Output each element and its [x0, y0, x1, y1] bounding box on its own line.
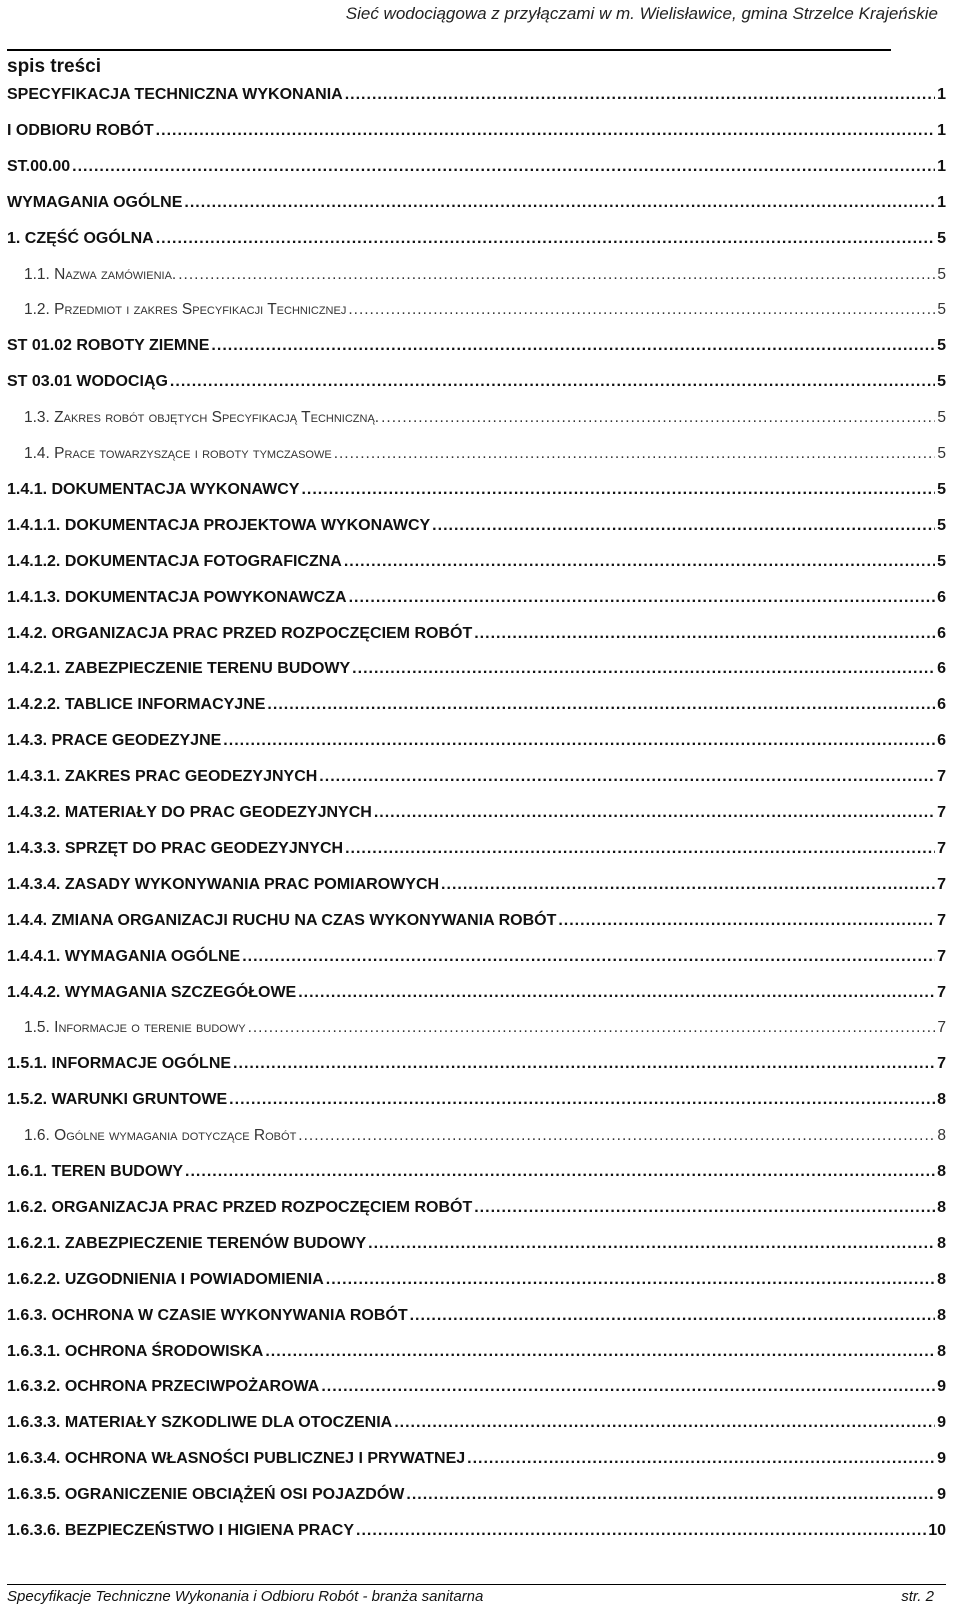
toc-entry-title: 1.6.3.1. OCHRONA ŚRODOWISKA — [7, 1342, 264, 1360]
toc-row — [0, 553, 960, 577]
toc-entry-link[interactable] — [7, 732, 946, 750]
toc-entry-page: 6 — [937, 732, 946, 750]
toc-entry-link[interactable] — [7, 373, 946, 391]
toc-dot-leader — [394, 1414, 935, 1432]
toc-entry-page: 7 — [937, 804, 946, 821]
toc-row — [0, 86, 960, 110]
toc-entry-page: 8 — [937, 1163, 946, 1180]
toc-dot-leader — [345, 86, 935, 104]
toc-entry-page: 7 — [937, 875, 946, 893]
toc-entry-page: 5 — [937, 445, 946, 462]
toc-dot-leader — [410, 1307, 935, 1325]
toc-dot-leader — [170, 373, 935, 391]
toc-dot-leader — [298, 1127, 935, 1145]
toc-entry-title: 1.6. Ogólne wymagania dotyczące Robót — [24, 1127, 297, 1145]
running-header: Sieć wodociągowa z przyłączami w m. Wielisławice, gmina Strzelce Krajeńskie — [345, 4, 938, 23]
toc-row — [0, 660, 960, 684]
toc-dot-leader — [156, 122, 935, 140]
toc-dot-leader — [298, 984, 935, 1002]
toc-dot-leader — [352, 660, 935, 678]
toc-dot-leader — [267, 696, 935, 714]
toc-entry-link[interactable] — [7, 948, 946, 966]
toc-entry-link[interactable] — [7, 1343, 946, 1361]
toc-entry-page: 1 — [937, 86, 946, 103]
toc-row — [0, 1450, 960, 1474]
toc-entry-title: 1.4.4.2. WYMAGANIA SZCZEGÓŁOWE — [7, 983, 297, 1001]
toc-entry-title: 1.6.2. ORGANIZACJA PRAC PRZED ROZPOCZĘCIEM ROBÓT — [7, 1198, 473, 1216]
toc-entry-link[interactable] — [7, 1414, 946, 1432]
toc-entry-page: 9 — [937, 1450, 946, 1468]
toc-row — [0, 1271, 960, 1295]
toc-row — [0, 1055, 960, 1079]
toc-row — [0, 158, 960, 182]
toc-row — [0, 409, 960, 433]
toc-entry-link[interactable] — [7, 481, 946, 499]
toc-row — [0, 1378, 960, 1402]
toc-entry-title: 1.4.1.3. DOKUMENTACJA POWYKONAWCZA — [7, 588, 347, 606]
toc-row — [0, 625, 960, 649]
toc-entry-link[interactable] — [7, 1091, 946, 1109]
toc-row — [0, 1235, 960, 1259]
toc-dot-leader — [211, 337, 935, 355]
toc-entry-link[interactable] — [7, 840, 946, 858]
toc-row — [0, 373, 960, 397]
toc-dot-leader — [467, 1450, 935, 1468]
toc-row — [0, 1199, 960, 1223]
footer-page-number: str. 2 — [901, 1588, 934, 1605]
toc-entry-link[interactable] — [7, 912, 946, 930]
toc-entry-title: 1.4.3.2. MATERIAŁY DO PRAC GEODEZYJNYCH — [7, 804, 372, 821]
toc-entry-link[interactable] — [7, 1235, 946, 1253]
toc-entry-title: 1.6.3. OCHRONA W CZASIE WYKONYWANIA ROBÓT — [7, 1306, 408, 1324]
toc-entry-link[interactable] — [7, 804, 946, 822]
toc-dot-leader — [558, 912, 935, 930]
toc-entry-title: 1.4.1.2. DOKUMENTACJA FOTOGRAFICZNA — [7, 552, 342, 570]
toc-entry-link[interactable] — [7, 589, 946, 607]
toc-row — [0, 1127, 960, 1151]
toc-entry-title: 1.6.3.6. BEZPIECZEŃSTWO I HIGIENA PRACY — [7, 1522, 355, 1539]
toc-entry-link[interactable] — [7, 1522, 946, 1540]
toc-entry-page: 7 — [937, 1055, 946, 1073]
toc-entry-link[interactable] — [7, 86, 946, 104]
toc-entry-link[interactable] — [24, 409, 946, 427]
toc-entry-link[interactable] — [7, 876, 946, 894]
toc-entry-title: 1. CZĘŚĆ OGÓLNA — [7, 229, 154, 247]
toc-entry-link[interactable] — [7, 337, 946, 355]
toc-entry-page: 9 — [937, 1486, 946, 1504]
toc-row — [0, 912, 960, 936]
toc-entry-title: ST.00.00 — [7, 157, 71, 175]
toc-entry-page: 6 — [937, 588, 946, 606]
toc-dot-leader — [242, 948, 935, 966]
toc-entry-title: 1.6.3.3. MATERIAŁY SZKODLIWE DLA OTOCZENIA — [7, 1414, 393, 1432]
toc-entry-page: 5 — [937, 516, 946, 534]
toc-dot-leader — [156, 230, 935, 248]
toc-entry-title: 1.4.3.1. ZAKRES PRAC GEODEZYJNYCH — [7, 768, 318, 786]
toc-entry-page: 9 — [937, 1414, 946, 1432]
toc-dot-leader — [248, 1019, 936, 1037]
toc-row — [0, 1522, 960, 1546]
toc-entry-page: 5 — [937, 480, 946, 498]
footer-document-title: Specyfikacje Techniczne Wykonania i Odbioru Robót - branża sanitarna — [7, 1588, 484, 1605]
toc-entry-page: 8 — [937, 1091, 946, 1109]
toc-entry-page: 5 — [937, 265, 946, 283]
toc-entry-page: 8 — [937, 1234, 946, 1252]
toc-row — [0, 840, 960, 864]
toc-entry-link[interactable] — [24, 445, 946, 463]
toc-entry-title: 1.4.3.4. ZASADY WYKONYWANIA PRAC POMIAROWYCH — [7, 875, 440, 893]
toc-dot-leader — [265, 1343, 935, 1361]
toc-row — [0, 194, 960, 218]
toc-entry-link[interactable] — [7, 768, 946, 786]
toc-dot-leader — [356, 1522, 926, 1540]
toc-entry-link[interactable] — [7, 1378, 946, 1396]
toc-entry-page: 6 — [937, 624, 946, 642]
toc-dot-leader — [178, 266, 935, 284]
toc-entry-page: 5 — [937, 301, 946, 319]
toc-row — [0, 984, 960, 1008]
toc-dot-leader — [301, 481, 935, 499]
toc-entry-title: I ODBIORU ROBÓT — [7, 121, 154, 139]
toc-entry-link[interactable] — [24, 1019, 946, 1037]
toc-entry-page: 5 — [937, 229, 946, 247]
toc-entry-link[interactable] — [7, 122, 946, 140]
toc-entry-title: 1.3. Zakres robót objętych Specyfikacją Techniczną. — [24, 409, 380, 427]
toc-entry-link[interactable] — [7, 1450, 946, 1468]
toc-entry-page: 6 — [937, 660, 946, 678]
toc-entry-title: 1.4.4. ZMIANA ORGANIZACJI RUCHU NA CZAS WYKONYWANIA ROBÓT — [7, 911, 557, 929]
toc-heading: spis treści — [7, 56, 101, 77]
toc-entry-title: 1.6.2.2. UZGODNIENIA I POWIADOMIENIA — [7, 1270, 324, 1288]
toc-entry-title: WYMAGANIA OGÓLNE — [7, 193, 183, 211]
toc-entry-page: 7 — [937, 911, 946, 929]
toc-row — [0, 122, 960, 146]
toc-dot-leader — [345, 840, 935, 858]
toc-row — [0, 481, 960, 505]
toc-entry-title: 1.6.3.4. OCHRONA WŁASNOŚCI PUBLICZNEJ I PRYWATNEJ — [7, 1450, 466, 1468]
toc-dot-leader — [349, 589, 936, 607]
toc-entry-page: 7 — [937, 768, 946, 786]
toc-entry-link[interactable] — [7, 1199, 946, 1217]
toc-entry-page: 5 — [937, 373, 946, 391]
toc-dot-leader — [319, 768, 935, 786]
toc-row — [0, 1091, 960, 1115]
toc-dot-leader — [223, 732, 935, 750]
toc-dot-leader — [233, 1055, 935, 1073]
toc-row — [0, 230, 960, 254]
toc-entry-page: 1 — [937, 121, 946, 139]
toc-dot-leader — [229, 1091, 935, 1109]
toc-entry-page: 5 — [937, 552, 946, 570]
toc-row — [0, 517, 960, 541]
toc-entry-title: 1.4. Prace towarzyszące i roboty tymczasowe — [24, 445, 332, 462]
toc-entry-title: SPECYFIKACJA TECHNICZNA WYKONANIA — [7, 86, 343, 103]
toc-entry-link[interactable] — [7, 230, 946, 248]
toc-row — [0, 696, 960, 720]
toc-entry-page: 7 — [937, 839, 946, 857]
toc-row — [0, 589, 960, 613]
toc-entry-page: 8 — [937, 1342, 946, 1360]
toc-entry-page: 10 — [928, 1522, 946, 1539]
toc-row — [0, 266, 960, 290]
toc-entry-title: 1.4.2.2. TABLICE INFORMACYJNE — [7, 696, 266, 714]
toc-dot-leader — [432, 517, 935, 535]
toc-entry-page: 8 — [937, 1198, 946, 1216]
toc-entry-link[interactable] — [7, 553, 946, 571]
toc-entry-title: 1.6.2.1. ZABEZPIECZENIE TERENÓW BUDOWY — [7, 1234, 367, 1252]
toc-entry-link[interactable] — [7, 194, 946, 212]
toc-entry-page: 7 — [937, 947, 946, 965]
toc-entry-link[interactable] — [7, 1055, 946, 1073]
toc-entry-title: 1.5.2. WARUNKI GRUNTOWE — [7, 1091, 228, 1109]
header-divider — [7, 49, 891, 51]
toc-entry-link[interactable] — [24, 1127, 946, 1145]
toc-dot-leader — [474, 1199, 935, 1217]
toc-row — [0, 804, 960, 828]
toc-entry-link[interactable] — [7, 660, 946, 678]
toc-dot-leader — [406, 1486, 935, 1504]
toc-row — [0, 1019, 960, 1043]
toc-dot-leader — [368, 1235, 935, 1253]
toc-entry-page: 5 — [937, 337, 946, 355]
toc-entry-title: 1.1. Nazwa zamówienia. — [24, 265, 177, 283]
toc-dot-leader — [185, 1163, 935, 1181]
toc-dot-leader — [441, 876, 935, 894]
toc-dot-leader — [321, 1378, 935, 1396]
toc-entry-title: 1.6.3.5. OGRANICZENIE OBCIĄŻEŃ OSI POJAZDÓW — [7, 1486, 405, 1504]
toc-row — [0, 301, 960, 325]
toc-entry-link[interactable] — [7, 1271, 946, 1289]
footer-divider — [7, 1584, 946, 1585]
toc-entry-title: 1.2. Przedmiot i zakres Specyfikacji Technicznej — [24, 301, 347, 319]
toc-entry-title: 1.6.1. TEREN BUDOWY — [7, 1163, 184, 1180]
toc-entry-link[interactable] — [7, 696, 946, 714]
toc-row — [0, 445, 960, 469]
toc-row — [0, 1343, 960, 1367]
toc-entry-page: 1 — [937, 157, 946, 175]
toc-dot-leader — [326, 1271, 935, 1289]
toc-entry-title: 1.4.3. PRACE GEODEZYJNE — [7, 732, 222, 750]
toc-entry-title: 1.4.3.3. SPRZĘT DO PRAC GEODEZYJNYCH — [7, 839, 344, 857]
toc-entry-title: 1.6.3.2. OCHRONA PRZECIWPOŻAROWA — [7, 1378, 320, 1396]
toc-row — [0, 876, 960, 900]
toc-entry-title: ST 01.02 ROBOTY ZIEMNE — [7, 337, 210, 355]
toc-entry-page: 1 — [937, 193, 946, 211]
toc-dot-leader — [374, 804, 935, 822]
toc-dot-leader — [348, 301, 935, 319]
toc-dot-leader — [344, 553, 935, 571]
toc-entry-page: 5 — [937, 409, 946, 427]
toc-entry-page: 8 — [937, 1270, 946, 1288]
toc-dot-leader — [184, 194, 935, 212]
toc-entry-title: 1.5. Informacje o terenie budowy — [24, 1019, 246, 1037]
toc-entry-link[interactable] — [7, 158, 946, 176]
toc-row — [0, 768, 960, 792]
toc-row — [0, 1414, 960, 1438]
toc-entry-page: 8 — [937, 1127, 946, 1145]
toc-entry-link[interactable] — [7, 1307, 946, 1325]
toc-entry-link[interactable] — [7, 517, 946, 535]
toc-entry-page: 9 — [937, 1378, 946, 1396]
toc-entry-title: 1.5.1. INFORMACJE OGÓLNE — [7, 1055, 232, 1073]
toc-row — [0, 732, 960, 756]
toc-entry-page: 6 — [937, 696, 946, 714]
toc-entry-link[interactable] — [7, 984, 946, 1002]
toc-row — [0, 1307, 960, 1331]
toc-row — [0, 1486, 960, 1510]
toc-entry-page: 8 — [937, 1306, 946, 1324]
toc-entry-title: 1.4.1. DOKUMENTACJA WYKONAWCY — [7, 480, 300, 498]
toc-entry-link[interactable] — [24, 301, 946, 319]
toc-dot-leader — [334, 445, 936, 463]
toc-entry-link[interactable] — [24, 266, 946, 284]
toc-entry-page: 7 — [937, 1019, 946, 1037]
toc-entry-title: ST 03.01 WODOCIĄG — [7, 373, 168, 391]
toc-dot-leader — [381, 409, 935, 427]
toc-dot-leader — [72, 158, 935, 176]
toc-entry-link[interactable] — [7, 1163, 946, 1181]
toc-dot-leader — [474, 625, 935, 643]
toc-entry-link[interactable] — [7, 625, 946, 643]
toc-row — [0, 337, 960, 361]
toc-entry-title: 1.4.2.1. ZABEZPIECZENIE TERENU BUDOWY — [7, 660, 351, 678]
toc-entry-title: 1.4.4.1. WYMAGANIA OGÓLNE — [7, 947, 241, 965]
toc-entry-title: 1.4.1.1. DOKUMENTACJA PROJEKTOWA WYKONAWCY — [7, 516, 431, 534]
toc-entry-title: 1.4.2. ORGANIZACJA PRAC PRZED ROZPOCZĘCIEM ROBÓT — [7, 624, 473, 642]
toc-entry-link[interactable] — [7, 1486, 946, 1504]
toc-row — [0, 1163, 960, 1187]
toc-entry-page: 7 — [937, 983, 946, 1001]
toc-row — [0, 948, 960, 972]
